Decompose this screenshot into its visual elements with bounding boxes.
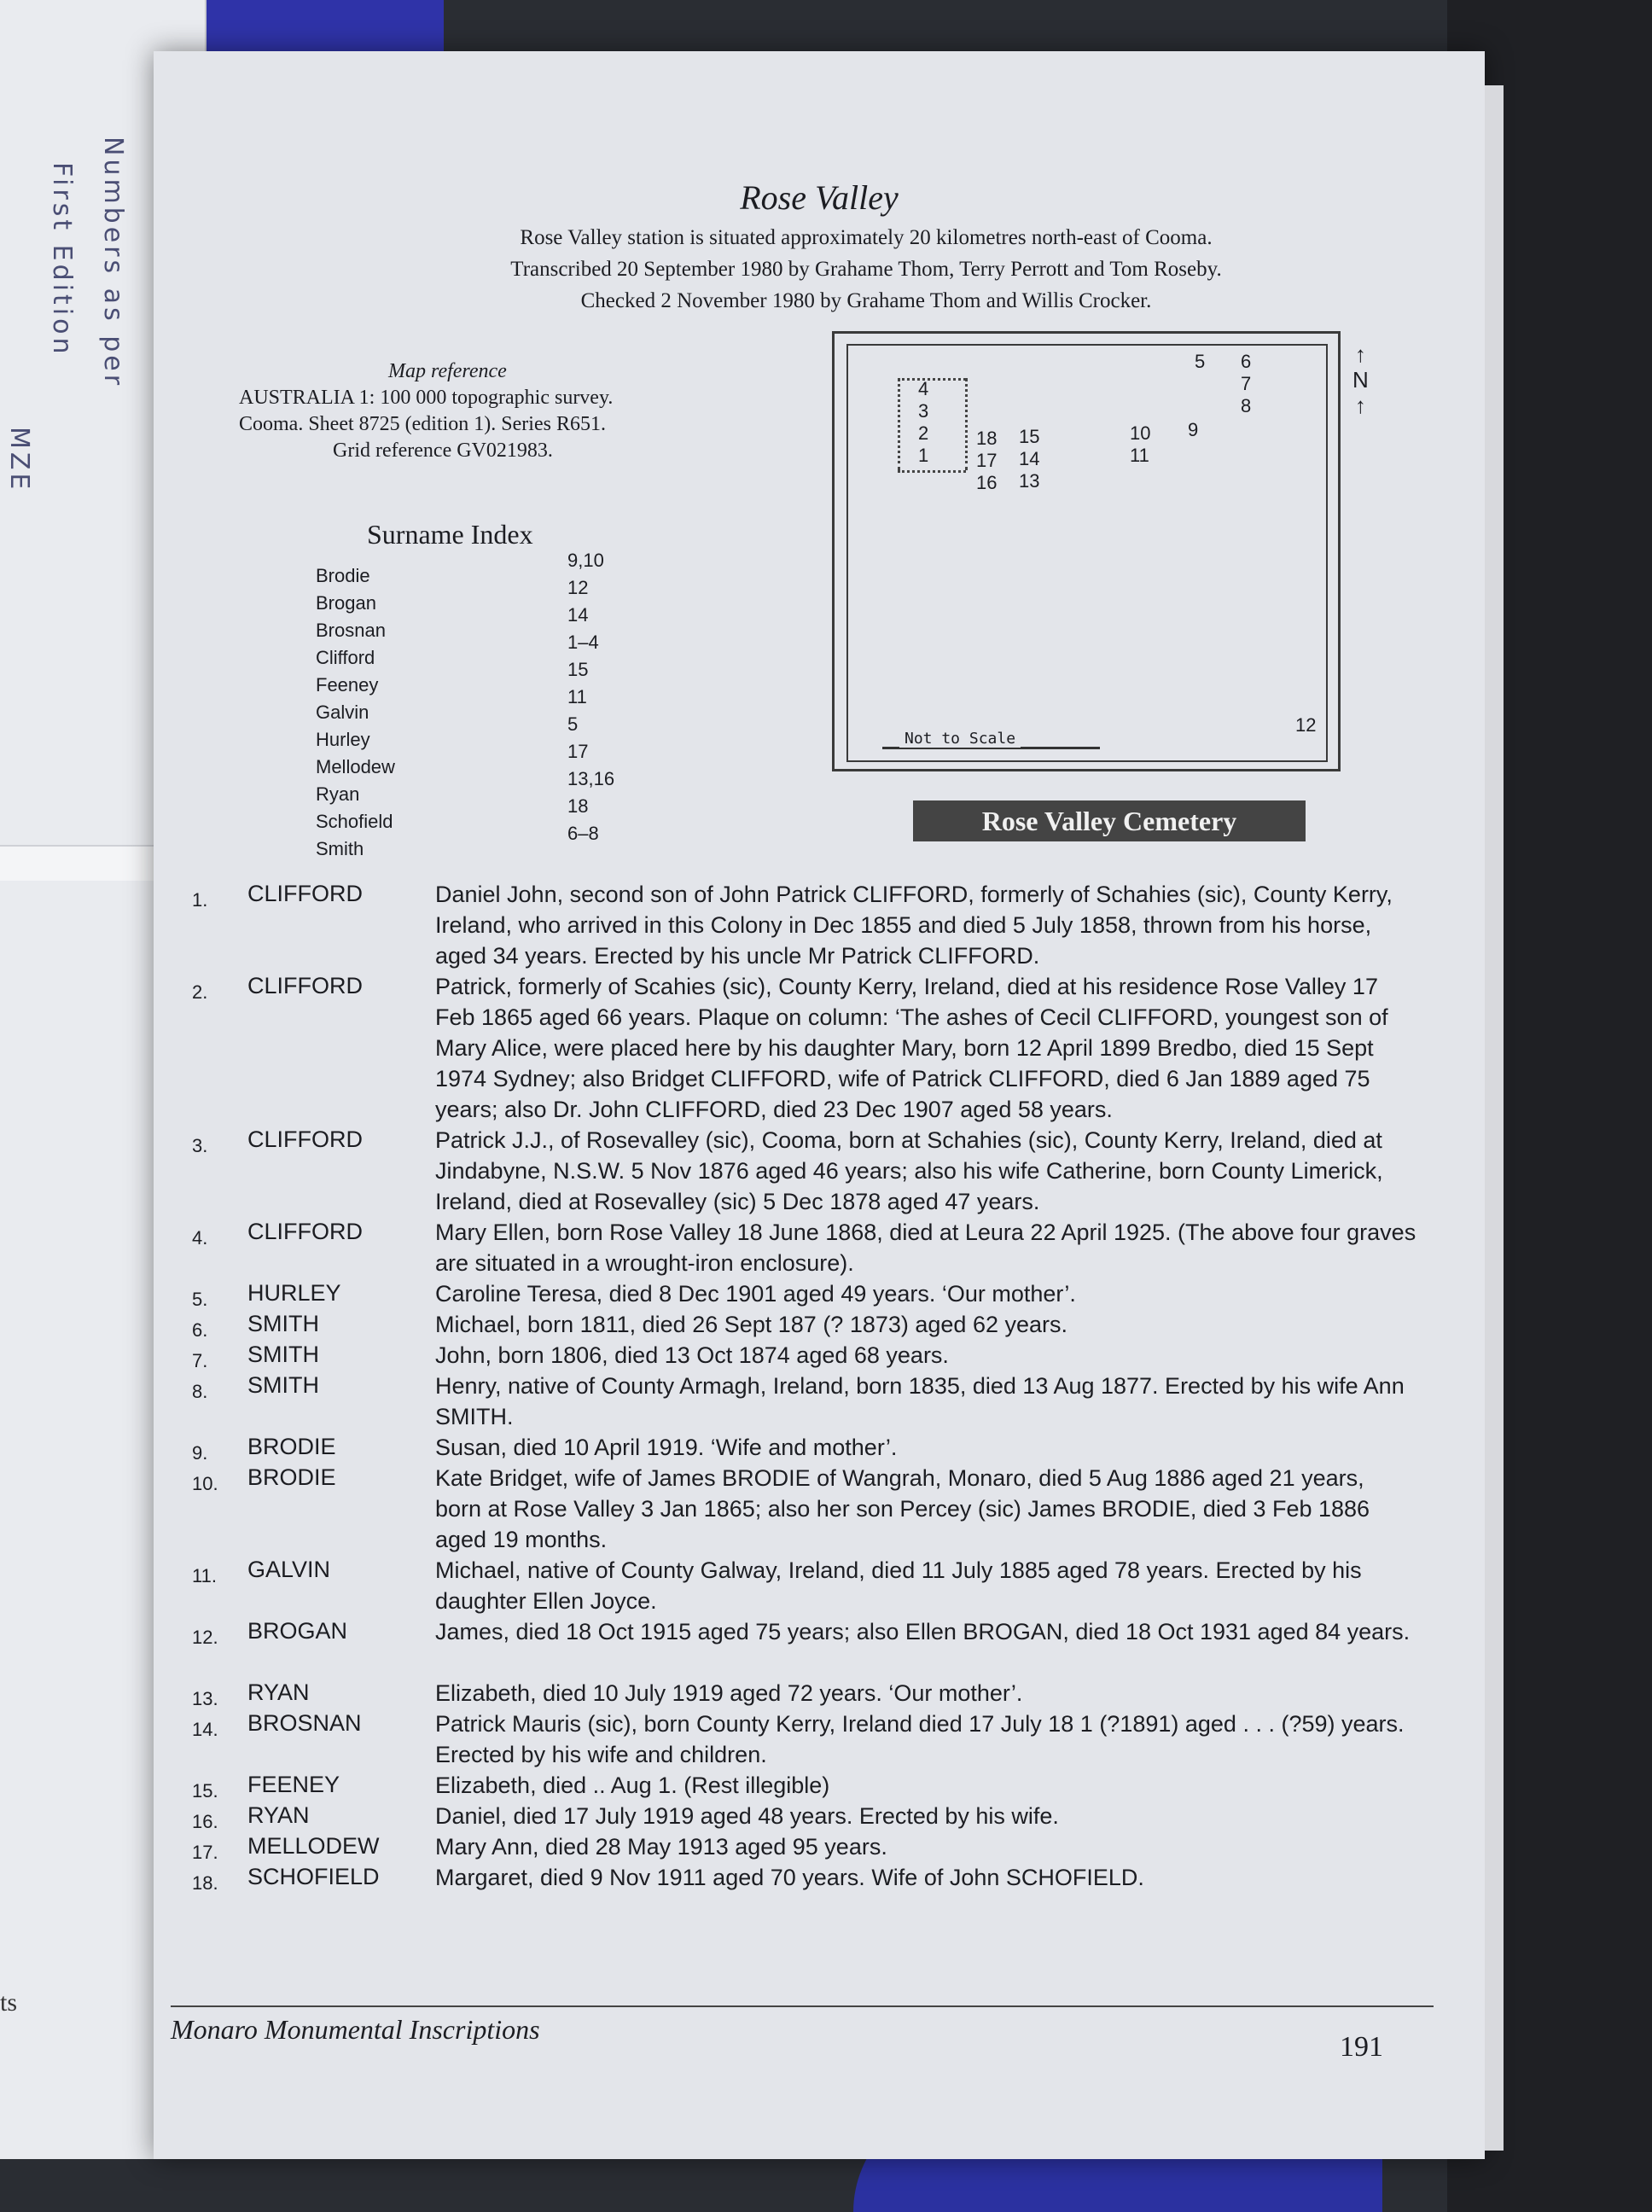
entry-surname: CLIFFORD xyxy=(247,973,363,998)
entry-text: Susan, died 10 April 1919. ‘Wife and mother’. xyxy=(435,1435,898,1460)
surname-index-row xyxy=(316,686,717,725)
entry-number: 2. xyxy=(192,981,208,1003)
entry-text: Patrick J.J., of Rosevalley (sic), Cooma, born at Schahies (sic), County Kerry, Ireland, died at Jindabyne, N.S.W. 5 Nov 1876 aged 46 years; also his wife Catherine, born County Limerick, Ireland, died at Rosevalley (sic) 5 Dec 1878 aged 47 years. xyxy=(435,1127,1383,1214)
grave-numbers: 11 xyxy=(567,686,587,707)
entry-number: 9. xyxy=(192,1442,208,1464)
map-reference-line: Cooma. Sheet 8725 (edition 1). Series R651. xyxy=(239,413,606,435)
arrow-up-icon: ↑ xyxy=(1354,341,1366,367)
cemetery-map xyxy=(832,331,1341,771)
surname: Clifford xyxy=(316,647,375,668)
grave-label: 9 xyxy=(1188,419,1199,440)
grave-label: 1 xyxy=(918,445,929,466)
entry-text: Henry, native of County Armagh, Ireland, born 1835, died 13 Aug 1877. Erected by his wife Ann SMITH. xyxy=(435,1373,1405,1429)
surname: Brosnan xyxy=(316,620,386,641)
entry-text: John, born 1806, died 13 Oct 1874 aged 68 years. xyxy=(435,1342,949,1368)
entry-surname: MELLODEW xyxy=(247,1833,380,1859)
entry-number: 16. xyxy=(192,1811,218,1832)
entry-surname: SMITH xyxy=(247,1311,319,1336)
entry-text: Mary Ellen, born Rose Valley 18 June 1868, died at Leura 22 April 1925. (The above four graves are situated in a wrought-iron enclosure). xyxy=(435,1220,1416,1276)
surname: Feeney xyxy=(316,674,379,696)
surname-index-row xyxy=(316,823,717,862)
surname-index-row xyxy=(316,604,717,643)
entry-surname: RYAN xyxy=(247,1802,310,1828)
note-line-1: Numbers as per xyxy=(98,137,128,389)
entry-number: 10. xyxy=(192,1473,218,1494)
entry-surname: BRODIE xyxy=(247,1434,336,1459)
intro-line: Checked 2 November 1980 by Grahame Thom and Willis Crocker. xyxy=(580,289,1152,312)
book-page xyxy=(154,51,1485,2159)
entry-surname: BROGAN xyxy=(247,1618,348,1644)
grave-numbers: 6–8 xyxy=(567,823,599,844)
cemetery-map-inner-border xyxy=(846,344,1328,762)
grave-label: 11 xyxy=(1130,445,1149,466)
surname-index-row xyxy=(316,632,717,671)
entry-number: 12. xyxy=(192,1627,218,1648)
surname: Galvin xyxy=(316,701,369,723)
entry-surname: CLIFFORD xyxy=(247,1219,363,1244)
entry-number: 1. xyxy=(192,889,208,911)
grave-label: 4 xyxy=(918,378,929,399)
entry-text: James, died 18 Oct 1915 aged 75 years; also Ellen BROGAN, died 18 Oct 1931 aged 84 years. xyxy=(435,1619,1411,1644)
entry-text: Caroline Teresa, died 8 Dec 1901 aged 49 years. ‘Our mother’. xyxy=(435,1281,1076,1307)
grave-numbers: 12 xyxy=(567,577,589,598)
grave-label: 12 xyxy=(1295,714,1317,736)
entry-text: Elizabeth, died 10 July 1919 aged 72 years. ‘Our mother’. xyxy=(435,1680,1023,1706)
entry-surname: CLIFFORD xyxy=(247,881,363,906)
note-line-2: First Edition xyxy=(47,162,77,358)
entry-text: Patrick, formerly of Scahies (sic), County Kerry, Ireland, died at his residence Rose Valley 17 Feb 1865 aged 66 years. Plaque on column: ‘The ashes of Cecil CLIFFORD, youngest son of Mary Alice, were placed here by his daughter Mary, born 12 April 1899 Bredbo, died 15 Sept 1974 Sydney; also Bridget CLIFFORD, wife of Patrick CLIFFORD, died 6 Jan 1889 aged 75 years; also Dr. John CLIFFORD, died 23 Dec 1907 aged 58 years. xyxy=(435,974,1388,1122)
entry-surname: SCHOFIELD xyxy=(247,1864,380,1889)
surname-index-row xyxy=(316,550,717,589)
grave-label: 6 xyxy=(1241,351,1252,372)
entry-number: 4. xyxy=(192,1227,208,1249)
entry-text: Daniel, died 17 July 1919 aged 48 years. Erected by his wife. xyxy=(435,1803,1059,1829)
entry-surname: SMITH xyxy=(247,1372,319,1398)
entry-number: 17. xyxy=(192,1842,218,1863)
intro-line: Transcribed 20 September 1980 by Grahame Thom, Terry Perrott and Tom Roseby. xyxy=(510,258,1222,281)
grave-label: 8 xyxy=(1241,395,1252,416)
entry-number: 11. xyxy=(192,1565,217,1586)
entry-number: 14. xyxy=(192,1719,218,1740)
scale-label: Not to Scale xyxy=(899,730,1021,748)
grave-numbers: 14 xyxy=(567,604,589,626)
entry-text: Daniel John, second son of John Patrick CLIFFORD, formerly of Schahies (sic), County Kerry, Ireland, who arrived in this Colony in Dec 1855 and died 5 July 1858, thrown from his horse, aged 34 years. Erected by his uncle Mr Patrick CLIFFORD. xyxy=(435,882,1393,969)
entry-text: Elizabeth, died .. Aug 1. (Rest illegible) xyxy=(435,1773,830,1798)
surname-index-row xyxy=(316,795,717,835)
entry-surname: RYAN xyxy=(247,1679,310,1705)
entry-text: Kate Bridget, wife of James BRODIE of Wangrah, Monaro, died 5 Aug 1886 aged 21 years, born at Rose Valley 3 Jan 1865; also her son Percey (sic) James BRODIE, died 3 Feb 1886 aged 19 months. xyxy=(435,1465,1370,1552)
entry-surname: SMITH xyxy=(247,1342,319,1367)
grave-label: 16 xyxy=(976,472,998,493)
entry-number: 7. xyxy=(192,1350,208,1371)
left-edge-text: ts xyxy=(0,1988,18,2017)
surname-index xyxy=(316,550,717,862)
page-title: Rose Valley xyxy=(740,178,899,217)
map-reference-line: Grid reference GV021983. xyxy=(333,439,553,462)
entry-surname: GALVIN xyxy=(247,1557,331,1582)
entry-number: 8. xyxy=(192,1381,208,1402)
entry-surname: HURLEY xyxy=(247,1280,341,1306)
surname: Brodie xyxy=(316,565,370,586)
surname: Brogan xyxy=(316,592,376,614)
entry-number: 18. xyxy=(192,1872,218,1894)
entry-surname: FEENEY xyxy=(247,1772,340,1797)
entry-surname: BRODIE xyxy=(247,1464,336,1490)
grave-numbers: 5 xyxy=(567,713,579,735)
entry-text: Mary Ann, died 28 May 1913 aged 95 years. xyxy=(435,1834,887,1860)
grave-numbers: 18 xyxy=(567,795,589,817)
entry-number: 5. xyxy=(192,1289,208,1310)
map-reference-title: Map reference xyxy=(388,360,507,382)
entry-number: 6. xyxy=(192,1319,208,1341)
surname-index-row xyxy=(316,659,717,698)
arrow-up-icon: ↑ xyxy=(1354,393,1366,418)
grave-label: 5 xyxy=(1195,351,1206,372)
grave-numbers: 17 xyxy=(567,741,589,762)
grave-numbers: 13,16 xyxy=(567,768,615,789)
intro-text xyxy=(333,222,1399,317)
map-reference-line: AUSTRALIA 1: 100 000 topographic survey. xyxy=(239,387,614,409)
entry-text: Patrick Mauris (sic), born County Kerry, Ireland died 17 July 18 1 (?1891) aged . . . (?59) years. Erected by his wife and children. xyxy=(435,1711,1405,1767)
intro-line: Rose Valley station is situated approximately 20 kilometres north-east of Cooma. xyxy=(520,226,1213,249)
entry-number: 13. xyxy=(192,1688,218,1709)
surname-index-row xyxy=(316,741,717,780)
footer-rule xyxy=(171,2005,1434,2007)
note-line-3: MZE xyxy=(4,427,34,493)
surname: Mellodew xyxy=(316,756,395,777)
grave-label: 3 xyxy=(918,400,929,422)
grave-label: 2 xyxy=(918,422,929,444)
enclosure-dotted-line xyxy=(898,378,900,470)
grave-label: 18 xyxy=(976,428,998,449)
paper-fold xyxy=(0,845,171,881)
grave-label: 10 xyxy=(1130,422,1151,444)
entry-surname: BROSNAN xyxy=(247,1710,362,1736)
surname-index-row xyxy=(316,577,717,616)
entry-number: 3. xyxy=(192,1135,208,1156)
surname-index-row xyxy=(316,713,717,753)
footer-title: Monaro Monumental Inscriptions xyxy=(171,2014,540,2045)
enclosure-dotted-line xyxy=(965,378,968,470)
grave-numbers: 9,10 xyxy=(567,550,604,571)
enclosure-dotted-line xyxy=(898,378,966,381)
map-caption: Rose Valley Cemetery xyxy=(913,800,1306,841)
surname: Hurley xyxy=(316,729,370,750)
surname: Ryan xyxy=(316,783,360,805)
surname: Schofield xyxy=(316,811,393,832)
entry-text: Michael, native of County Galway, Ireland, died 11 July 1885 aged 78 years. Erected by his daughter Ellen Joyce. xyxy=(435,1557,1362,1614)
grave-label: 14 xyxy=(1019,448,1040,469)
map-reference xyxy=(239,358,717,464)
surname-index-title: Surname Index xyxy=(367,519,533,550)
enclosure-dotted-line xyxy=(898,470,966,473)
entry-text: Margaret, died 9 Nov 1911 aged 70 years. Wife of John SCHOFIELD. xyxy=(435,1865,1144,1890)
grave-label: 7 xyxy=(1241,373,1252,394)
grave-label: 17 xyxy=(976,450,998,471)
grave-numbers: 1–4 xyxy=(567,632,599,653)
entry-surname: CLIFFORD xyxy=(247,1126,363,1152)
north-label: N xyxy=(1352,367,1369,393)
page-edge xyxy=(1485,85,1504,2151)
north-arrow xyxy=(1352,341,1369,418)
entry-number: 15. xyxy=(192,1780,218,1802)
surname-index-row xyxy=(316,768,717,807)
page-number: 191 xyxy=(1340,2031,1383,2063)
grave-numbers: 15 xyxy=(567,659,589,680)
entry-text: Michael, born 1811, died 26 Sept 187 (? 1873) aged 62 years. xyxy=(435,1312,1068,1337)
grave-label: 15 xyxy=(1019,426,1040,447)
grave-label: 13 xyxy=(1019,470,1040,492)
surname: Smith xyxy=(316,838,364,859)
